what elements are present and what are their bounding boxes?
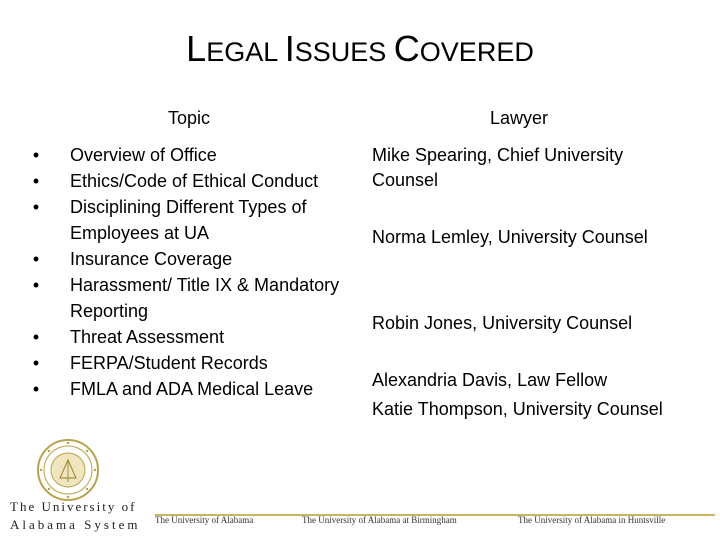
bullet-icon: •: [32, 145, 40, 165]
bullet-icon: •: [32, 249, 40, 269]
bullet-icon: •: [32, 379, 40, 399]
title-rest: SSUES: [294, 37, 394, 67]
topic-item: [28, 168, 358, 194]
topic-item: [28, 246, 358, 272]
title-rest: OVERED: [419, 37, 534, 67]
topic-header: Topic: [168, 108, 211, 128]
topic-text: Insurance Coverage: [70, 249, 233, 269]
title-rest: EGAL: [206, 37, 285, 67]
campus-ua: The University of Alabama: [155, 515, 254, 525]
topic-item: [28, 324, 358, 350]
system-logo: [10, 498, 140, 534]
bullet-icon: •: [32, 171, 40, 191]
logo-line-1: The University of: [10, 499, 137, 514]
lawyer-entry: Alexandria Davis, Law Fellow: [372, 370, 608, 390]
bullet-icon: •: [32, 197, 40, 217]
title-letter: I: [284, 28, 295, 69]
bullet-icon: •: [32, 327, 40, 347]
topic-item: [28, 350, 358, 376]
topic-text: Disciplining Different Types of Employees at UA: [70, 197, 307, 243]
lawyer-header: Lawyer: [490, 108, 549, 128]
bullet-icon: •: [32, 353, 40, 373]
topic-text: FERPA/Student Records: [70, 353, 268, 373]
topic-text: Ethics/Code of Ethical Conduct: [70, 171, 319, 191]
title-letter: L: [186, 28, 207, 69]
title-letter: C: [393, 28, 420, 69]
lawyer-entry: Mike Spearing, Chief University Counsel: [372, 145, 624, 190]
university-seal-icon: [36, 438, 100, 502]
lawyer-entry: Katie Thompson, University Counsel: [372, 399, 663, 419]
topic-item: [28, 376, 358, 402]
lawyer-entry: Robin Jones, University Counsel: [372, 313, 633, 333]
bullet-icon: •: [32, 275, 40, 295]
lawyer-entry: Norma Lemley, University Counsel: [372, 227, 648, 247]
topic-item: [28, 272, 358, 324]
topic-item: [28, 142, 358, 168]
campus-uah: The University of Alabama in Huntsville: [518, 515, 666, 525]
topic-text: Threat Assessment: [70, 327, 225, 347]
topic-item: [28, 194, 358, 246]
slide-title: [0, 28, 720, 70]
topic-list: [28, 142, 358, 402]
topic-text: Harassment/ Title IX & Mandatory Reporting: [70, 275, 340, 321]
topic-text: Overview of Office: [70, 145, 217, 165]
campus-uab: The University of Alabama at Birmingham: [302, 515, 457, 525]
logo-line-2: Alabama System: [10, 517, 141, 532]
topic-text: FMLA and ADA Medical Leave: [70, 379, 314, 399]
